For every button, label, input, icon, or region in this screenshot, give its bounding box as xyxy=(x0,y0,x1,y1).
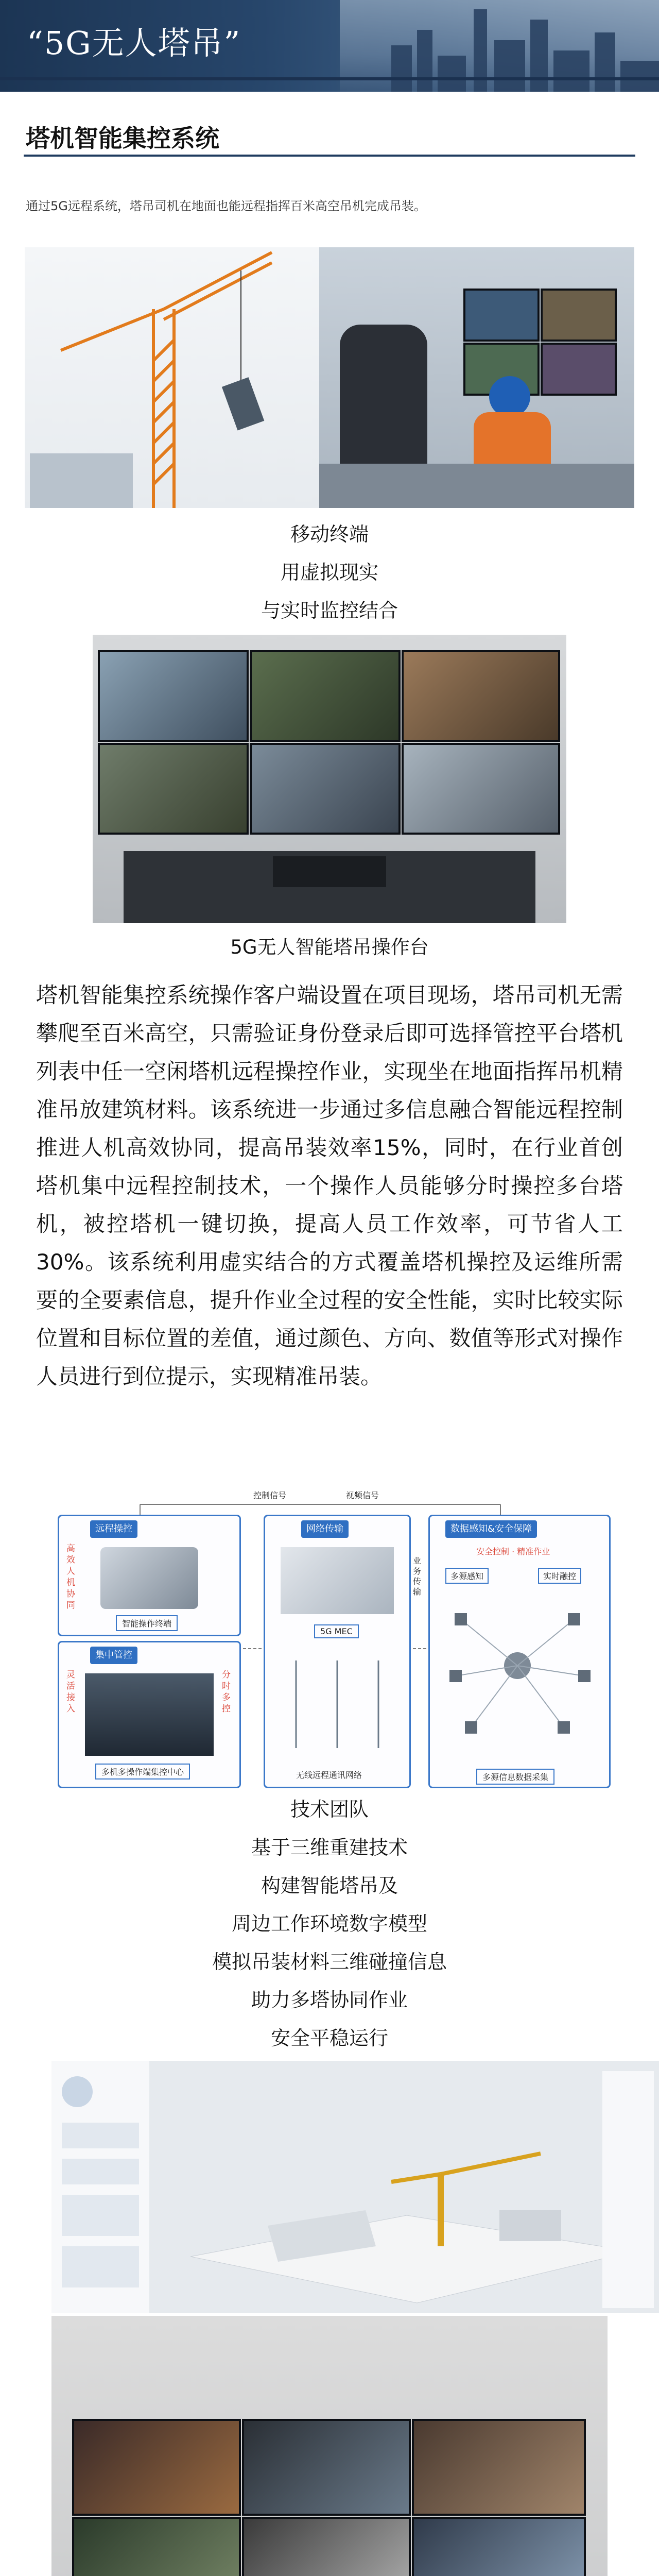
diagram-label-video: 视频信号 xyxy=(346,1490,379,1500)
header-banner xyxy=(0,0,659,92)
diagram-central-box xyxy=(58,1641,241,1788)
diagram-sublabel: 多机多操作端集控中心 xyxy=(95,1764,190,1780)
banner-divider xyxy=(0,77,659,80)
diagram-head: 数据感知&安全保障 xyxy=(445,1520,537,1538)
diagram-label-control: 控制信号 xyxy=(253,1490,287,1500)
caption-operation-console: 5G无人智能塔吊操作台 xyxy=(230,936,429,958)
diagram-red-label: 分时多控 xyxy=(222,1670,231,1714)
system-architecture-diagram xyxy=(58,1484,608,1788)
banner-title: “5G无人塔吊” xyxy=(27,24,241,62)
diagram-sublabel: 多源信息数据采集 xyxy=(476,1769,554,1785)
diagram-side-label: 业务传输 xyxy=(413,1556,422,1597)
diagram-head: 远程操控 xyxy=(90,1520,137,1538)
diagram-tag: 安全控制 · 精准作业 xyxy=(476,1547,550,1556)
diagram-sensing-box xyxy=(428,1515,611,1788)
diagram-sublabel: 5G MEC xyxy=(314,1624,359,1638)
body-paragraph: 塔机智能集控系统操作客户端设置在项目现场，塔吊司机无需攀爬至百米高空，只需验证身份登录后即可选择管控平台塔机列表中任一空闲塔机远程操控作业，实现坐在地面指挥吊机精准吊放建筑材料。该系统进一步通过多信息融合智能远程控制推进人机高效协同，提高吊装效率15%，同时，在行业首创塔机集中远程控制技术，一个操作人员能够分时操控多台塔机，被控塔机一键切换，提高人员工作效率，可节省人工30%。该系统利用虚实结合的方式覆盖塔机操控及运维所需要的全要素信息，提升作业全过程的安全性能，实时比较实际位置和目标位置的差值，通过颜色、方向、数值等形式对操作人员进行到位提示，实现精准吊装。 xyxy=(36,982,623,1389)
caption-line: 用虚拟现实 xyxy=(280,561,378,584)
monitor-wall-photo xyxy=(93,635,566,923)
intro-text: 通过5G远程系统，塔吊司机在地面也能远程指挥百米高空吊机完成吊装。 xyxy=(26,199,426,213)
diagram-network-box xyxy=(264,1515,411,1788)
caption-tech-team xyxy=(0,1790,659,2057)
crane-operator-photo xyxy=(25,247,634,508)
caption-line: 助力多塔协同作业 xyxy=(251,1989,408,2011)
diagram-red-label: 高效人机协同 xyxy=(66,1544,75,1611)
caption-line: 构建智能塔吊及 xyxy=(261,1874,398,1897)
diagram-sublabel: 智能操作终端 xyxy=(116,1615,178,1631)
caption-line: 安全平稳运行 xyxy=(270,2027,388,2049)
diagram-item: 实时融控 xyxy=(538,1568,581,1584)
caption-mobile-terminal xyxy=(0,515,659,630)
section-title: 塔机智能集控系统 xyxy=(26,125,219,153)
operator-console-photo xyxy=(51,2316,608,2576)
diagram-remote-box xyxy=(58,1515,241,1636)
diagram-red-label: 灵活接入 xyxy=(66,1670,75,1714)
diagram-sublabel: 无线远程通讯网络 xyxy=(296,1770,362,1780)
digital-model-screenshot xyxy=(51,2061,659,2313)
caption-line: 周边工作环境数字模型 xyxy=(231,1912,427,1935)
diagram-item: 多源感知 xyxy=(445,1568,489,1584)
diagram-head: 网络传输 xyxy=(301,1520,349,1538)
caption-line: 基于三维重建技术 xyxy=(251,1836,408,1859)
diagram-head: 集中管控 xyxy=(90,1647,137,1664)
caption-line: 移动终端 xyxy=(290,523,369,546)
caption-line: 模拟吊装材料三维碰撞信息 xyxy=(212,1951,447,1973)
caption-line: 技术团队 xyxy=(290,1798,369,1821)
section-divider xyxy=(24,155,635,157)
caption-line: 与实时监控结合 xyxy=(261,599,398,622)
